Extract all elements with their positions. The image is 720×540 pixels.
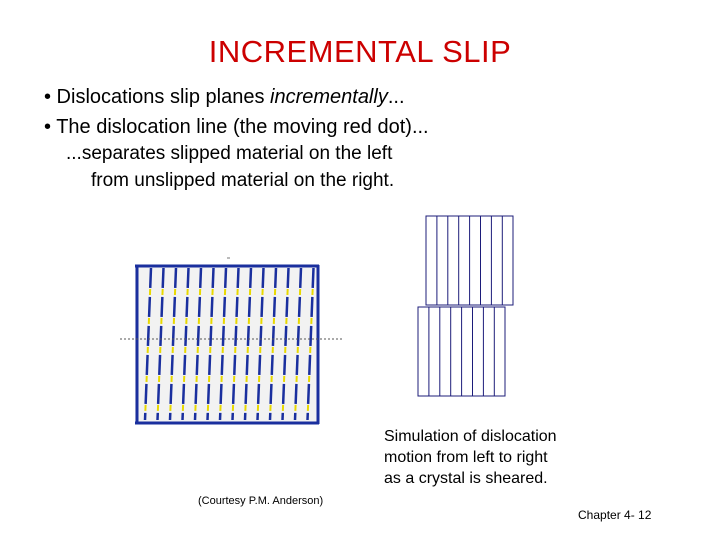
sub-point-slipped: ...separates slipped material on the left — [66, 143, 393, 164]
slide-title: INCREMENTAL SLIP — [208, 34, 512, 69]
bullet-dislocations-suffix: ... — [387, 86, 405, 108]
caption-line-3: as a crystal is sheared. — [384, 470, 548, 487]
lattice-background — [135, 265, 319, 424]
simulation-lattice — [120, 258, 342, 424]
figure-caption — [384, 426, 557, 489]
bullet-dislocation-line: • The dislocation line (the moving red dot)... — [44, 116, 429, 138]
sub-point-unslipped: from unslipped material on the right. — [91, 170, 395, 191]
sheared-crystal-schematic — [418, 216, 513, 396]
caption-line-2: motion from left to right — [384, 449, 548, 466]
caption-line-1: Simulation of dislocation — [384, 428, 557, 445]
courtesy-credit: (Courtesy P.M. Anderson) — [198, 495, 324, 507]
bullet-dislocations-prefix: • Dislocations slip planes — [44, 86, 270, 108]
slide-footer: Chapter 4- 12 — [578, 508, 652, 522]
bullet-dislocations-emphasis: incrementally — [270, 86, 388, 108]
